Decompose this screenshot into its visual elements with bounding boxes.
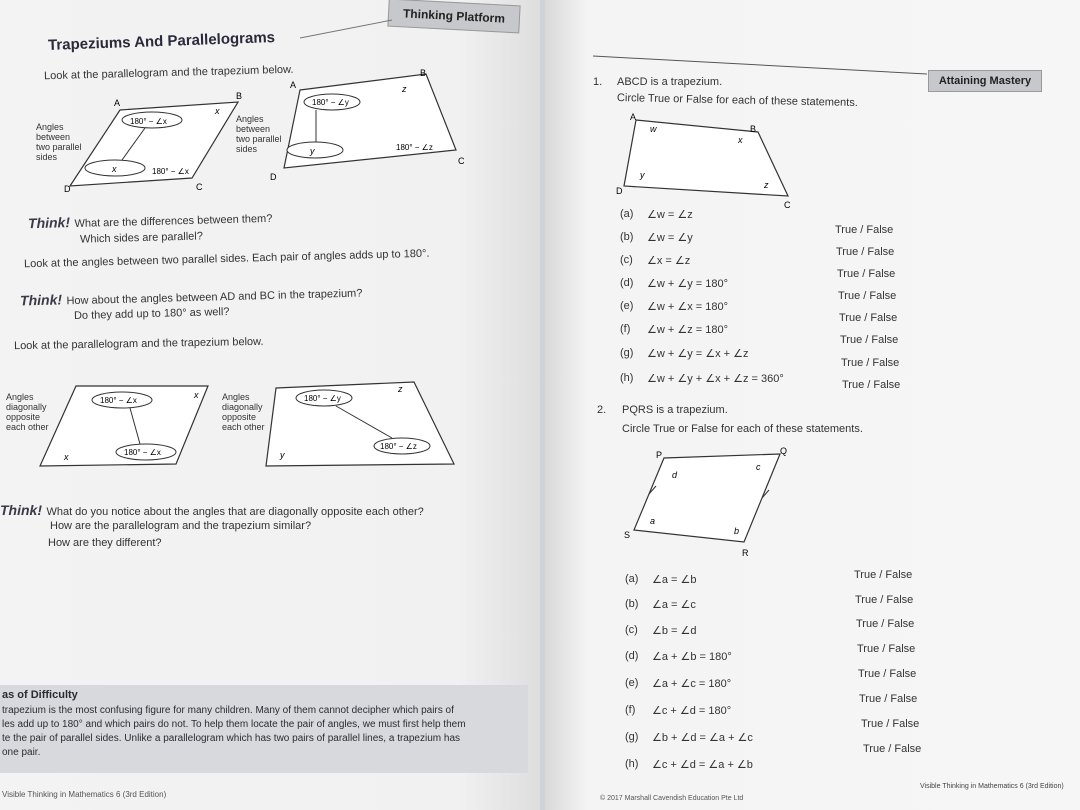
q1g-label: (g): [620, 347, 634, 359]
svg-text:R: R: [742, 548, 749, 558]
q2-number: 2.: [597, 404, 607, 416]
svg-text:x: x: [215, 106, 220, 116]
q1a-statement: ∠w = ∠z: [647, 209, 693, 221]
svg-text:180° − ∠z: 180° − ∠z: [396, 143, 433, 152]
svg-text:z: z: [764, 180, 769, 190]
svg-text:C: C: [196, 182, 203, 192]
q1g-true-false[interactable]: True / False: [841, 357, 900, 369]
svg-text:c: c: [756, 462, 761, 472]
think-heading-2: Think!: [19, 291, 63, 309]
q2f-statement: ∠c + ∠d = 180°: [652, 705, 732, 717]
q2d-statement: ∠a + ∠b = 180°: [652, 651, 732, 663]
trapezium-figure-1: [270, 68, 470, 183]
svg-text:A: A: [290, 80, 297, 90]
q2a-label: (a): [625, 573, 639, 585]
label-diagonal-a: Angles diagonally opposite each other: [6, 392, 49, 432]
svg-text:x: x: [112, 164, 117, 174]
q2g-label: (g): [625, 731, 639, 743]
svg-text:180° − ∠x: 180° − ∠x: [100, 396, 137, 405]
svg-text:P: P: [656, 450, 663, 460]
label-diagonal-b: Angles diagonally opposite each other: [222, 392, 265, 432]
page-title: Trapeziums And Parallelograms: [47, 29, 276, 54]
svg-text:y: y: [280, 450, 285, 460]
svg-text:d: d: [672, 470, 678, 480]
svg-text:y: y: [640, 170, 645, 180]
q2-line-1: PQRS is a trapezium.: [622, 404, 728, 416]
svg-text:A: A: [114, 98, 121, 108]
think-heading-3: Think!: [0, 502, 42, 518]
svg-text:x: x: [738, 135, 743, 145]
difficulty-title: as of Difficulty: [2, 689, 78, 701]
svg-text:D: D: [64, 184, 71, 193]
q2d-label: (d): [625, 650, 639, 662]
svg-text:180° − ∠x: 180° − ∠x: [152, 167, 189, 176]
q2e-label: (e): [625, 677, 639, 689]
svg-text:x: x: [194, 390, 199, 400]
label-parallel-sides-b: Angles between two parallel sides: [236, 114, 282, 154]
svg-text:y: y: [310, 146, 315, 156]
q1b-true-false[interactable]: True / False: [836, 246, 895, 258]
svg-text:A: A: [630, 112, 637, 122]
q2c-label: (c): [625, 624, 638, 636]
q1-line-1: ABCD is a trapezium.: [617, 76, 723, 88]
q1f-statement: ∠w + ∠z = 180°: [647, 324, 728, 336]
think-block-1: Think! What are the differences between them?: [27, 212, 273, 232]
q1-number: 1.: [593, 76, 603, 88]
svg-text:180° − ∠x: 180° − ∠x: [124, 448, 161, 457]
intro-text-1: Look at the parallelogram and the trapezium below.: [43, 63, 294, 83]
think-block-3: Think! What do you notice about the angles that are diagonally opposite each other?: [0, 502, 424, 518]
q2b-label: (b): [625, 598, 639, 610]
q2g-statement: ∠b + ∠d = ∠a + ∠c: [652, 732, 753, 744]
svg-text:D: D: [270, 172, 277, 182]
q2b-statement: ∠a = ∠c: [652, 599, 696, 611]
q1h-true-false[interactable]: True / False: [842, 379, 901, 391]
svg-text:180° − ∠y: 180° − ∠y: [312, 98, 349, 107]
q1f-true-false[interactable]: True / False: [840, 334, 899, 346]
think-1-line-2: Which sides are parallel?: [79, 230, 204, 246]
svg-text:C: C: [458, 156, 465, 166]
svg-text:B: B: [750, 124, 757, 134]
intro-text-2: Look at the parallelogram and the trapezium below.: [13, 335, 264, 353]
q2d-true-false[interactable]: True / False: [857, 643, 916, 655]
q1g-statement: ∠w + ∠y = ∠x + ∠z: [647, 348, 749, 360]
svg-text:x: x: [64, 452, 69, 462]
q1e-statement: ∠w + ∠x = 180°: [647, 301, 728, 313]
q2e-true-false[interactable]: True / False: [858, 668, 917, 680]
q2a-true-false[interactable]: True / False: [854, 569, 913, 581]
q1b-statement: ∠w = ∠y: [647, 232, 693, 244]
svg-text:B: B: [420, 68, 427, 78]
areas-of-difficulty-box: [0, 685, 528, 773]
q2b-true-false[interactable]: True / False: [855, 594, 914, 606]
q1e-true-false[interactable]: True / False: [839, 312, 898, 324]
svg-text:C: C: [784, 200, 791, 210]
parallelogram-figure-2: [36, 378, 221, 473]
q1-trapezium-figure: [612, 110, 812, 210]
q1e-label: (e): [620, 300, 634, 312]
q1d-statement: ∠w + ∠y = 180°: [647, 278, 728, 290]
svg-text:a: a: [650, 516, 656, 526]
svg-text:b: b: [734, 526, 740, 536]
q1a-label: (a): [620, 208, 634, 220]
attaining-mastery-tab: Attaining Mastery: [928, 70, 1042, 92]
q2e-statement: ∠a + ∠c = 180°: [652, 678, 732, 690]
q2h-statement: ∠c + ∠d = ∠a + ∠b: [652, 759, 753, 771]
think-3-line-3: How are they different?: [48, 537, 162, 549]
svg-text:180° − ∠y: 180° − ∠y: [304, 394, 341, 403]
parallel-angles-statement: Look at the angles between two parallel sides. Each pair of angles adds up to 180°.: [23, 247, 430, 271]
svg-text:z: z: [398, 384, 403, 394]
svg-text:B: B: [236, 91, 243, 101]
think-heading-1: Think!: [27, 214, 71, 232]
q2a-statement: ∠a = ∠b: [652, 574, 697, 586]
difficulty-line-1: trapezium is the most confusing figure for many children. Many of them cannot decipher which pairs of: [2, 705, 454, 716]
label-parallel-sides-a: Angles between two parallel sides: [36, 122, 82, 162]
q2c-true-false[interactable]: True / False: [856, 618, 915, 630]
svg-text:z: z: [402, 84, 407, 94]
trapezium-figure-2: [262, 378, 462, 473]
difficulty-line-4: one pair.: [2, 747, 41, 758]
q2-trapezium-figure: [620, 446, 800, 558]
q1f-label: (f): [620, 323, 631, 335]
think-2-line-2: Do they add up to 180° as well?: [73, 305, 230, 323]
svg-text:180° − ∠z: 180° − ∠z: [380, 442, 417, 451]
q1b-label: (b): [620, 231, 634, 243]
thinking-platform-tab: Thinking Platform: [387, 0, 520, 33]
q1a-true-false[interactable]: True / False: [835, 224, 894, 236]
q1h-label: (h): [620, 372, 634, 384]
copyright-footer: © 2017 Marshall Cavendish Education Pte Ltd: [600, 795, 744, 802]
svg-text:180° − ∠x: 180° − ∠x: [130, 117, 167, 126]
difficulty-line-2: les add up to 180° and which pairs do not. To help them locate the pair of angles, we must first help them: [2, 719, 466, 730]
q1c-statement: ∠x = ∠z: [647, 255, 691, 267]
svg-text:D: D: [616, 186, 623, 196]
left-footer: Visible Thinking in Mathematics 6 (3rd Edition): [2, 790, 167, 799]
think-block-2: Think! How about the angles between AD and BC in the trapezium?: [19, 287, 363, 309]
q2c-statement: ∠b = ∠d: [652, 625, 697, 637]
q1h-statement: ∠w + ∠y + ∠x + ∠z = 360°: [647, 373, 784, 385]
svg-text:Q: Q: [780, 446, 788, 456]
q2f-label: (f): [625, 704, 636, 716]
q1c-label: (c): [620, 254, 633, 266]
q2h-true-false[interactable]: True / False: [863, 743, 922, 755]
q2-line-2: Circle True or False for each of these statements.: [622, 423, 863, 435]
think-3-line-2: How are the parallelogram and the trapezium similar?: [50, 520, 312, 532]
q1-line-2: Circle True or False for each of these statements.: [616, 92, 858, 110]
q1d-label: (d): [620, 277, 634, 289]
q2g-true-false[interactable]: True / False: [861, 718, 920, 730]
svg-text:w: w: [650, 124, 657, 134]
q2h-label: (h): [625, 758, 639, 770]
svg-text:S: S: [624, 530, 631, 540]
q1d-true-false[interactable]: True / False: [838, 290, 897, 302]
parallelogram-figure-1: [60, 88, 245, 193]
q2f-true-false[interactable]: True / False: [859, 693, 918, 705]
right-footer: Visible Thinking in Mathematics 6 (3rd Edition): [920, 783, 1064, 790]
q1c-true-false[interactable]: True / False: [837, 268, 896, 280]
difficulty-line-3: te the pair of parallel sides. Unlike a parallelogram which has two pairs of parallel lines, a trapezium has: [2, 733, 461, 744]
